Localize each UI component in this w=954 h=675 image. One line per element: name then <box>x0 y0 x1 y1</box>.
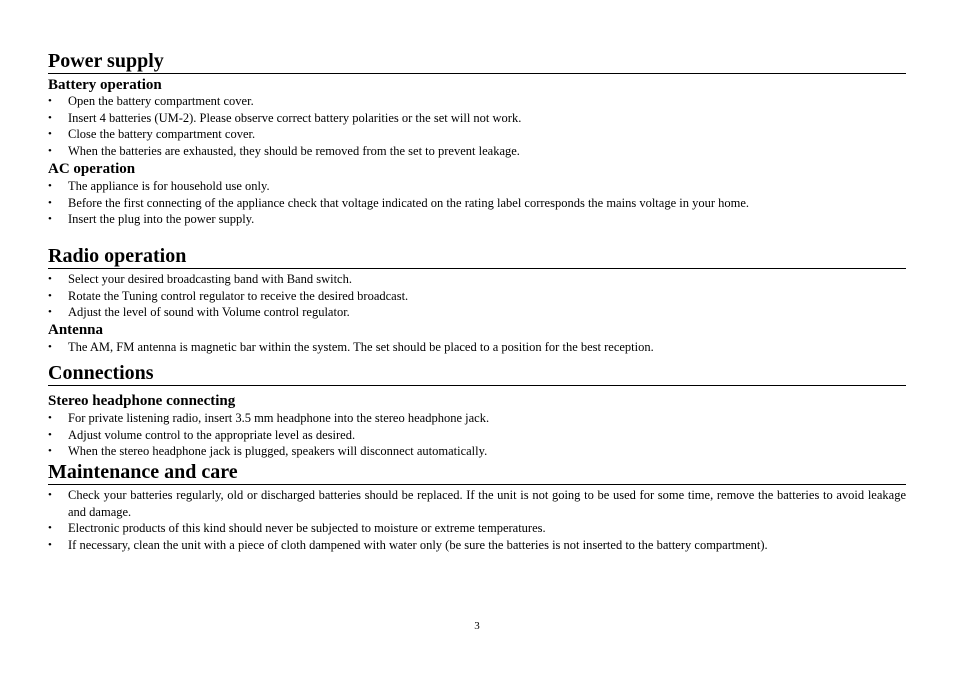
list-item: • Open the battery compartment cover. <box>48 94 254 108</box>
bullet-icon: • <box>48 273 52 285</box>
section-title-connections: Connections <box>48 362 906 386</box>
bullet-icon: • <box>48 428 52 441</box>
bullet-icon: • <box>48 144 52 157</box>
list-item: • Rotate the Tuning control regulator to receive the desired broadcast. <box>48 288 409 303</box>
bullet-icon: • <box>48 489 52 501</box>
list-item: • Before the first connecting of the appliance check that voltage indicated on the rating label corresponds the mains voltage in your home. <box>48 195 750 210</box>
bullet-icon: • <box>48 538 52 551</box>
list-item: • When the stereo headphone jack is plugged, speakers will disconnect automatically. <box>48 444 488 458</box>
list-radio-operation <box>48 271 906 321</box>
list-item: • Insert the plug into the power supply. <box>48 212 255 226</box>
list-item: • The AM, FM antenna is magnetic bar within the system. The set should be placed to a position for the best reception. <box>48 340 654 354</box>
section-title-maintenance: Maintenance and care <box>48 461 906 485</box>
list-item: • Adjust the level of sound with Volume control regulator. <box>48 305 350 319</box>
bullet-icon: • <box>48 180 52 192</box>
page-number: 3 <box>474 620 480 632</box>
bullet-icon: • <box>48 522 52 534</box>
list-item: • Electronic products of this kind should never be subjected to moisture or extreme temperatures. <box>48 521 546 535</box>
list-item: • Check your batteries regularly, old or discharged batteries should be replaced. If the unit is not going to be used for some time, remove the batteries to avoid leakage and damage. <box>48 488 906 519</box>
bullet-icon: • <box>48 306 52 318</box>
subheading-antenna: Antenna <box>48 322 104 338</box>
section-title-power-supply: Power supply <box>48 50 906 74</box>
subheading-stereo-headphone: Stereo headphone connecting <box>48 393 236 409</box>
list-maintenance <box>48 487 906 553</box>
list-ac-operation <box>48 178 906 228</box>
list-stereo-headphone <box>48 410 906 460</box>
list-item: • Insert 4 batteries (UM-2). Please observe correct battery polarities or the set will not work. <box>48 110 522 125</box>
bullet-icon: • <box>48 445 52 457</box>
list-item: • If necessary, clean the unit with a piece of cloth dampened with water only (be sure the batteries is not inserted to the battery compartment). <box>48 537 768 552</box>
bullet-icon: • <box>48 95 52 107</box>
list-item: • When the batteries are exhausted, they should be removed from the set to prevent leakage. <box>48 143 520 158</box>
subheading-battery-operation: Battery operation <box>48 77 162 93</box>
list-item: • For private listening radio, insert 3.5 mm headphone into the stereo headphone jack. <box>48 411 490 425</box>
section-title-radio-operation: Radio operation <box>48 245 906 269</box>
list-battery-operation <box>48 93 906 159</box>
subheading-ac-operation: AC operation <box>48 161 136 177</box>
list-item: • The appliance is for household use only. <box>48 179 270 193</box>
list-item: • Adjust volume control to the appropriate level as desired. <box>48 427 356 442</box>
list-item: • Select your desired broadcasting band with Band switch. <box>48 272 352 286</box>
bullet-icon: • <box>48 213 52 225</box>
bullet-icon: • <box>48 196 52 209</box>
list-item: • Close the battery compartment cover. <box>48 127 256 141</box>
bullet-icon: • <box>48 128 52 140</box>
bullet-icon: • <box>48 341 52 353</box>
list-antenna <box>48 339 906 356</box>
bullet-icon: • <box>48 412 52 424</box>
bullet-icon: • <box>48 111 52 124</box>
bullet-icon: • <box>48 289 52 302</box>
